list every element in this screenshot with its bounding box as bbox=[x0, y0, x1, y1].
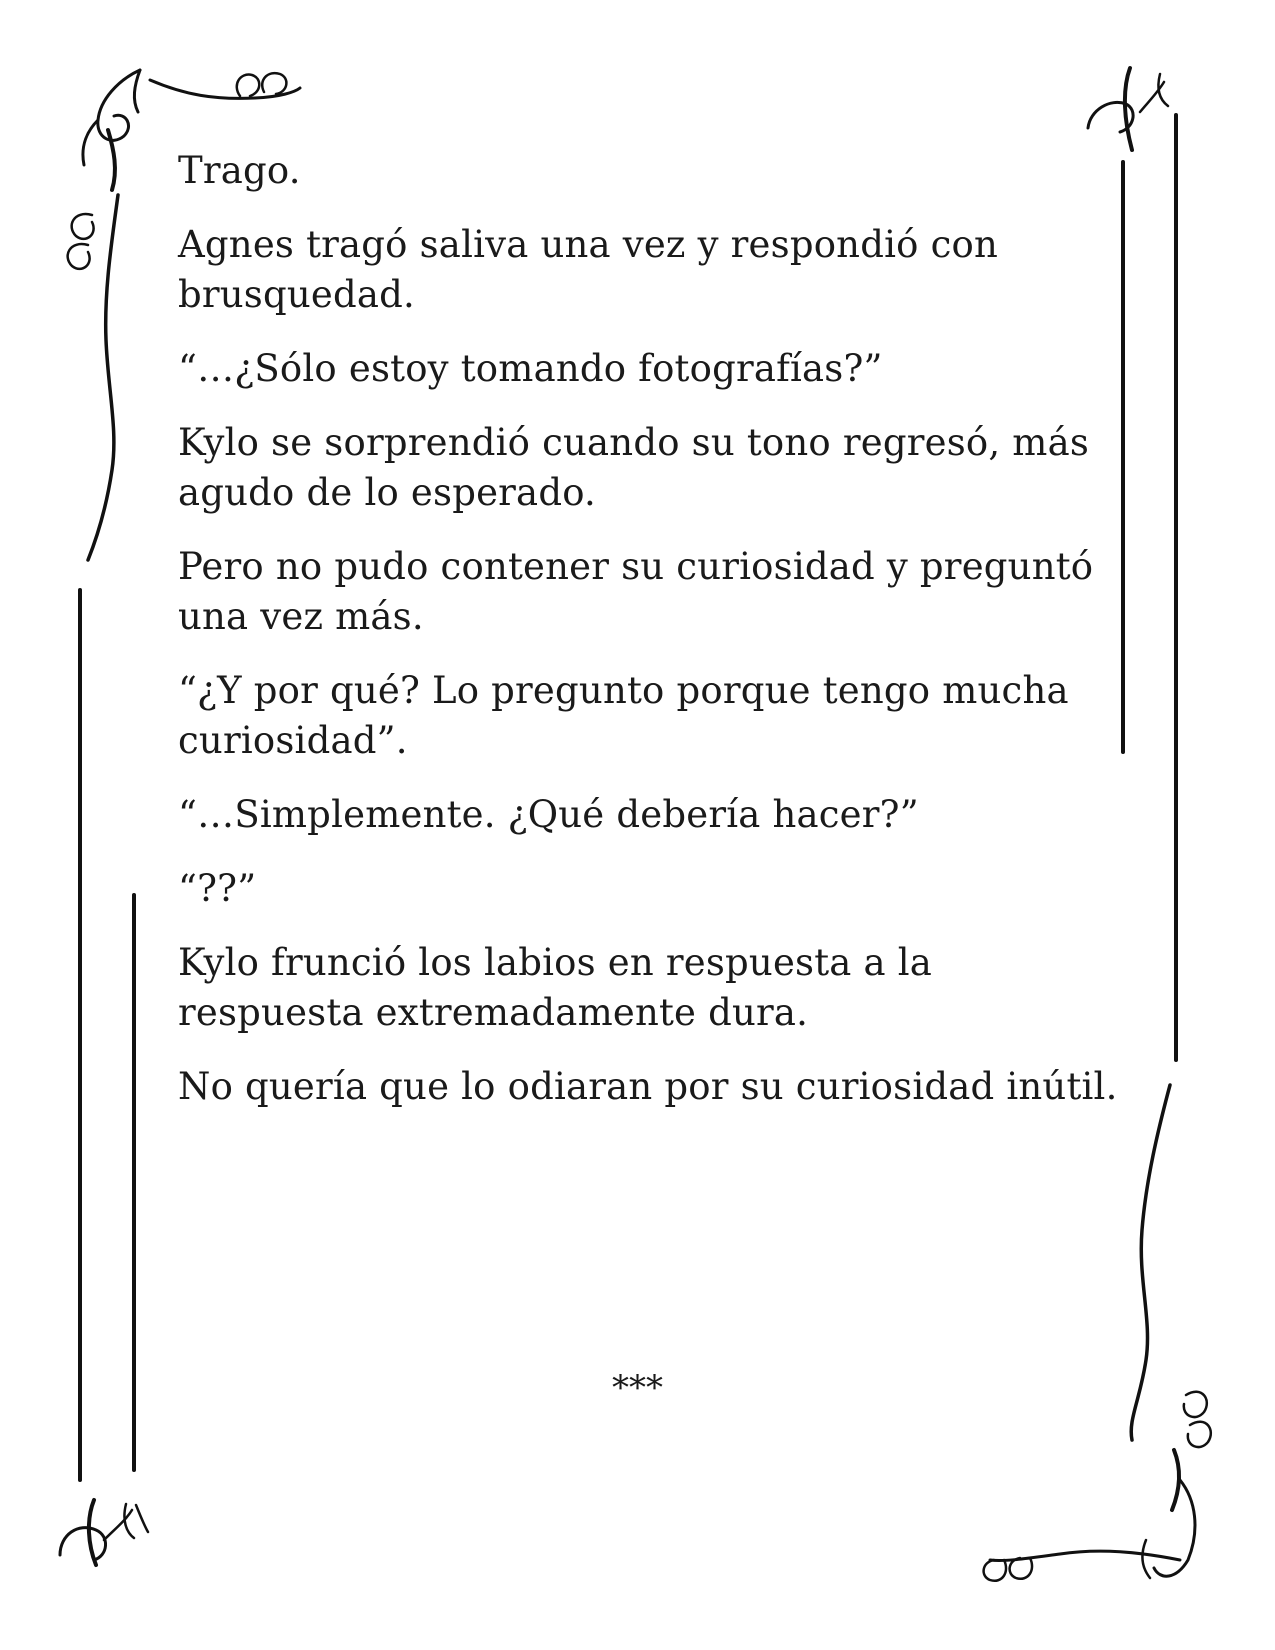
paragraph: Kylo frunció los labios en respuesta a la respuesta extremadamente dura. bbox=[178, 941, 933, 1034]
paragraph: Agnes tragó saliva una vez y respondió con brusquedad. bbox=[178, 223, 998, 316]
paragraph: “¿Y por qué? Lo pregunto porque tengo mucha curiosidad”. bbox=[178, 669, 1069, 762]
paragraph: Pero no pudo contener su curiosidad y preguntó una vez más. bbox=[178, 545, 1094, 638]
paragraph: Trago. bbox=[178, 149, 301, 192]
paragraph: “…¿Sólo estoy tomando fotografías?” bbox=[178, 347, 883, 390]
scene-separator: *** bbox=[612, 1368, 663, 1408]
paragraph: “…Simplemente. ¿Qué debería hacer?” bbox=[178, 793, 919, 836]
paragraph: Kylo se sorprendió cuando su tono regresó, más agudo de lo esperado. bbox=[178, 421, 1090, 514]
paragraph: “??” bbox=[178, 867, 257, 910]
top-right-flourish-icon bbox=[1088, 68, 1168, 150]
page-body bbox=[178, 146, 1118, 1136]
paragraph: No quería que lo odiaran por su curiosidad inútil. bbox=[178, 1065, 1118, 1108]
bottom-left-flourish-icon bbox=[60, 1500, 148, 1565]
bottom-right-flourish-icon bbox=[984, 1085, 1211, 1581]
